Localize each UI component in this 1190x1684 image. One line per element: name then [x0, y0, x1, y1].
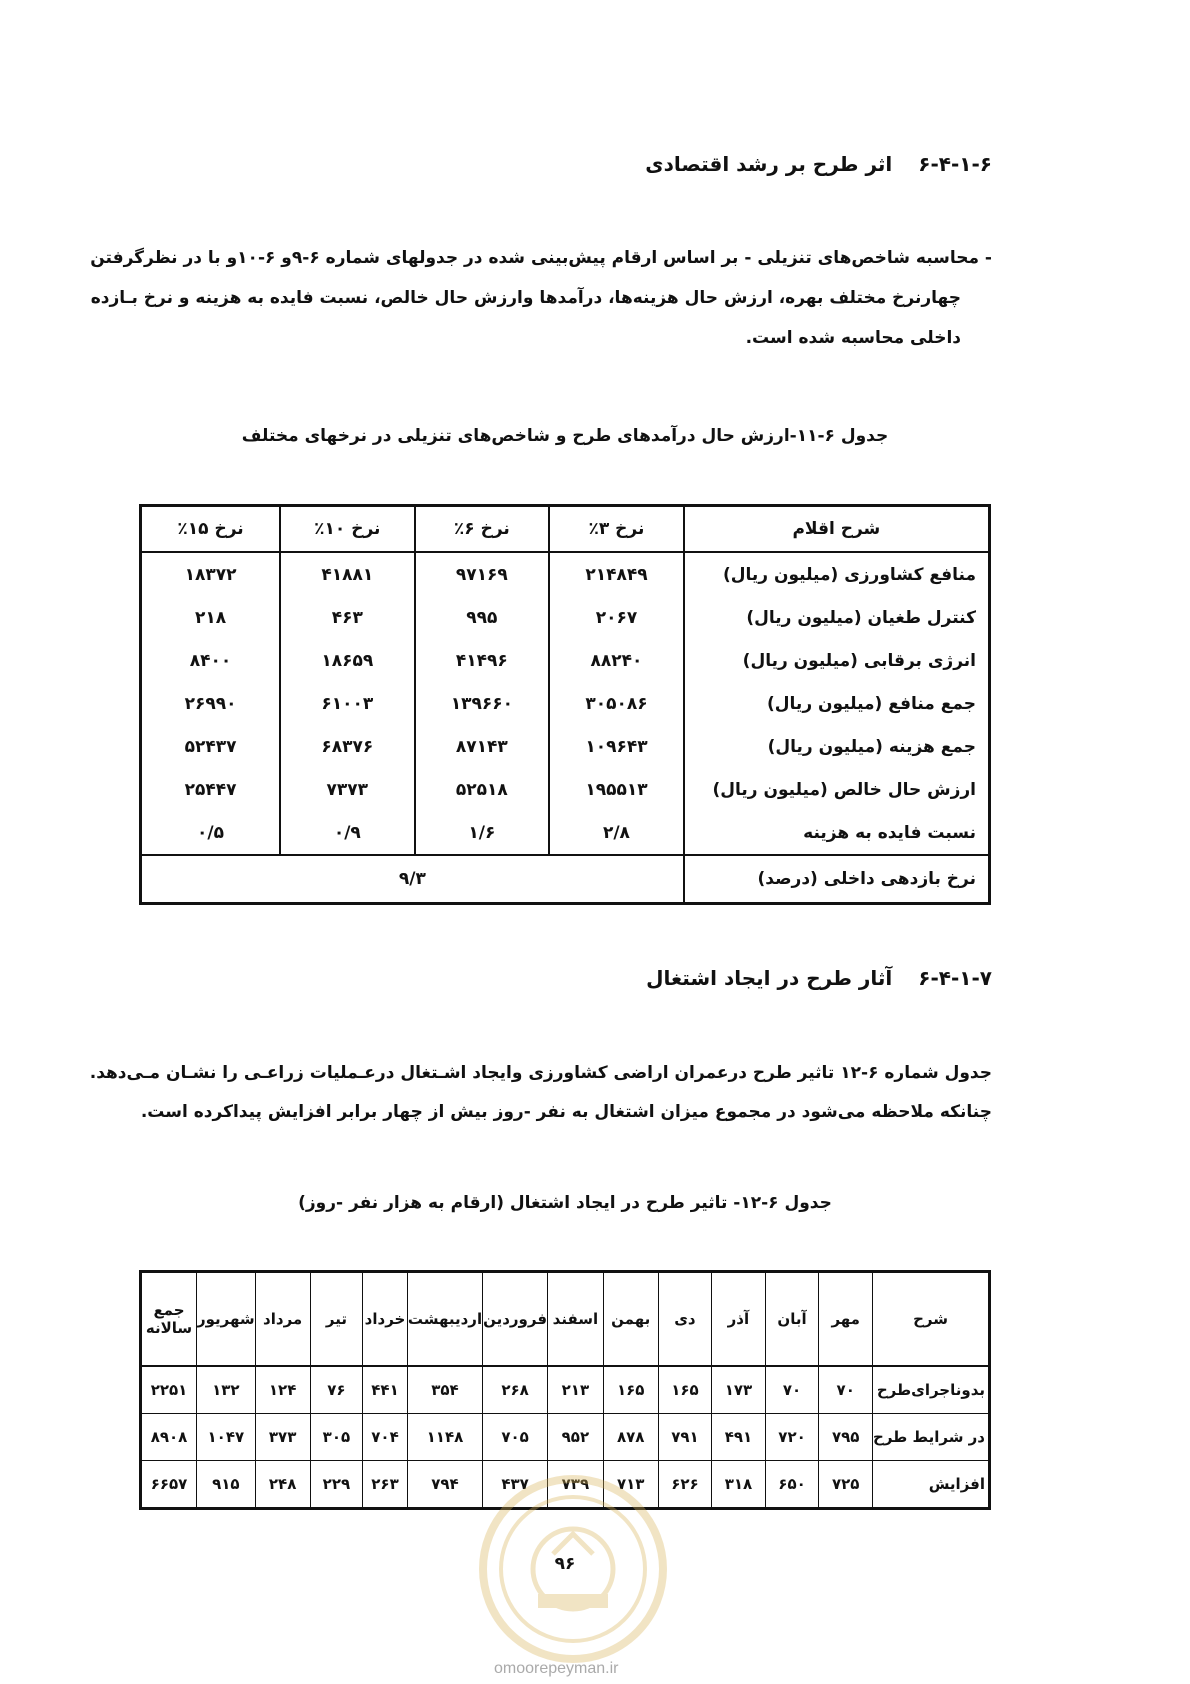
table-cell: ۸۷۱۴۳	[415, 725, 550, 768]
table-cell: ۱۶۵	[603, 1366, 658, 1414]
table-row	[141, 811, 990, 855]
table-cell: ۴۱۴۹۶	[415, 639, 550, 682]
section-heading-employment	[646, 966, 992, 990]
table-cell: ۲۰۶۷	[549, 596, 684, 639]
table-cell: ۳۱۸	[712, 1461, 766, 1509]
table-cell: ۷۹۱	[658, 1414, 712, 1461]
table-cell: ۶۶۵۷	[141, 1461, 197, 1509]
header-cell: نرخ ۳٪	[549, 506, 684, 553]
table-cell: ۸۸۲۴۰	[549, 639, 684, 682]
header-cell: شرح اقلام	[684, 506, 990, 553]
table-cell: ۷۰۴	[363, 1414, 408, 1461]
table-cell: ۲۱۳	[548, 1366, 604, 1414]
watermark-url: omoorepeyman.ir	[494, 1660, 619, 1677]
table-cell: ۳۰۵	[310, 1414, 363, 1461]
table-cell: ۱۳۹۶۶۰	[415, 682, 550, 725]
table-cell: ۲۶۸	[483, 1366, 548, 1414]
section-number: ۶-۴-۱-۷	[918, 966, 992, 990]
table-cell: ۲۱۸	[141, 596, 281, 639]
table-cell: ۷۰۵	[483, 1414, 548, 1461]
table-cell: ۹۵۲	[548, 1414, 604, 1461]
table-cell: ۳۰۵۰۸۶	[549, 682, 684, 725]
table-cell: ۰/۹	[280, 811, 415, 855]
table-caption-6-12: جدول ۶-۱۲- تاثیر طرح در ایجاد اشتغال (ارقام به هزار نفر -روز)	[298, 1193, 832, 1213]
table-cell: ۵۲۴۳۷	[141, 725, 281, 768]
table-cell: ۲۱۴۸۴۹	[549, 552, 684, 596]
table-header-row	[141, 506, 990, 553]
table-row-irr	[141, 855, 990, 904]
table-row	[141, 1414, 990, 1461]
header-cell: مرداد	[255, 1272, 310, 1367]
table-row	[141, 639, 990, 682]
row-label: منافع کشاورزی (میلیون ریال)	[684, 552, 990, 596]
header-cell: فروردین	[483, 1272, 548, 1367]
row-label: انرژی برقابی (میلیون ریال)	[684, 639, 990, 682]
table-cell: ۴۶۳	[280, 596, 415, 639]
table-cell: ۷۶	[310, 1366, 363, 1414]
table-cell: ۰/۵	[141, 811, 281, 855]
table-cell: ۷۳۹	[548, 1461, 604, 1509]
header-cell: نرخ ۶٪	[415, 506, 550, 553]
table-cell: ۴۹۱	[712, 1414, 766, 1461]
table-cell: ۱۰۹۶۴۳	[549, 725, 684, 768]
paragraph-line: - محاسبه شاخص‌های تنزیلی - بر اساس ارقام پیش‌بینی شده در جدولهای شماره ۶-۹و ۶-۱۰و با در نظرگرفتن	[90, 248, 992, 268]
header-cell: خرداد	[363, 1272, 408, 1367]
table-cell: ۳۵۴	[407, 1366, 482, 1414]
table-cell: ۳۷۳	[255, 1414, 310, 1461]
table-cell: ۲/۸	[549, 811, 684, 855]
table-cell: ۱۳۲	[197, 1366, 256, 1414]
table-cell: ۱۰۴۷	[197, 1414, 256, 1461]
row-label: نسبت فایده به هزینه	[684, 811, 990, 855]
table-cell: ۹۹۵	[415, 596, 550, 639]
section-title: آثار طرح در ایجاد اشتغال	[646, 966, 893, 990]
table-cell: ۱۱۴۸	[407, 1414, 482, 1461]
paragraph-line: داخلی محاسبه شده است.	[745, 328, 961, 348]
table-cell: ۸۴۰۰	[141, 639, 281, 682]
page-number: ۹۶	[554, 1554, 576, 1574]
table-cell: ۶۲۶	[658, 1461, 712, 1509]
table-cell: ۱۸۶۵۹	[280, 639, 415, 682]
header-cell: اسفند	[548, 1272, 604, 1367]
table-cell: ۹۷۱۶۹	[415, 552, 550, 596]
table-cell: ۲۲۹	[310, 1461, 363, 1509]
table-cell: ۲۲۵۱	[141, 1366, 197, 1414]
header-cell: جمع سالانه	[141, 1272, 197, 1367]
row-label: در شرایط طرح	[873, 1414, 990, 1461]
table-row	[141, 596, 990, 639]
table-cell: ۱۸۳۷۲	[141, 552, 281, 596]
table-cell: ۲۶۳	[363, 1461, 408, 1509]
section-title: اثر طرح بر رشد اقتصادی	[645, 152, 893, 176]
table-cell: ۸۷۸	[603, 1414, 658, 1461]
row-label: جمع منافع (میلیون ریال)	[684, 682, 990, 725]
table-cell: ۶۱۰۰۳	[280, 682, 415, 725]
table-row	[141, 552, 990, 596]
section-number: ۶-۴-۱-۶	[918, 152, 992, 176]
header-cell: دی	[658, 1272, 712, 1367]
table-cell: ۷۰	[765, 1366, 819, 1414]
header-cell: نرخ ۱۰٪	[280, 506, 415, 553]
table-cell: ۶۵۰	[765, 1461, 819, 1509]
table-cell: ۲۴۸	[255, 1461, 310, 1509]
table-cell: ۱۹۵۵۱۳	[549, 768, 684, 811]
header-cell: اردیبهشت	[407, 1272, 482, 1367]
header-cell: آبان	[765, 1272, 819, 1367]
header-cell: مهر	[819, 1272, 873, 1367]
table-cell: ۸۹۰۸	[141, 1414, 197, 1461]
row-label: کنترل طغیان (میلیون ریال)	[684, 596, 990, 639]
row-label: افزایش	[873, 1461, 990, 1509]
irr-value-cell: ۹/۳	[141, 855, 684, 904]
row-label: بدوناجرای‌طرح	[873, 1366, 990, 1414]
header-cell: تیر	[310, 1272, 363, 1367]
discount-indices-table	[139, 504, 991, 905]
paragraph-line: چهارنرخ مختلف بهره، ارزش حال هزینه‌ها، درآمدها وارزش حال خالص، نسبت فایده به هزینه و نرخ بـازده	[90, 288, 961, 308]
header-cell: بهمن	[603, 1272, 658, 1367]
header-cell: شرح	[873, 1272, 990, 1367]
table-caption-6-11: جدول ۶-۱۱-ارزش حال درآمدهای طرح و شاخص‌های تنزیلی در نرخهای مختلف	[241, 426, 889, 446]
header-cell: شهریور	[197, 1272, 256, 1367]
table-cell: ۱۷۳	[712, 1366, 766, 1414]
header-cell: نرخ ۱۵٪	[141, 506, 281, 553]
section-heading-economic-growth	[645, 152, 992, 176]
table-cell: ۴۴۱	[363, 1366, 408, 1414]
table-cell: ۷۳۷۳	[280, 768, 415, 811]
table-cell: ۴۱۸۸۱	[280, 552, 415, 596]
table-cell: ۲۶۹۹۰	[141, 682, 281, 725]
table-row	[141, 725, 990, 768]
row-label: جمع هزینه (میلیون ریال)	[684, 725, 990, 768]
header-cell: آذر	[712, 1272, 766, 1367]
table-cell: ۶۸۳۷۶	[280, 725, 415, 768]
table-cell: ۷۲۵	[819, 1461, 873, 1509]
table-row	[141, 682, 990, 725]
table-cell: ۱۶۵	[658, 1366, 712, 1414]
table-cell: ۷۹۵	[819, 1414, 873, 1461]
table-cell: ۹۱۵	[197, 1461, 256, 1509]
table-header-row	[141, 1272, 990, 1367]
row-label: نرخ بازدهی داخلی (درصد)	[684, 855, 990, 904]
table-row	[141, 768, 990, 811]
table-cell: ۷۹۴	[407, 1461, 482, 1509]
paragraph-line: جدول شماره ۶-۱۲ تاثیر طرح درعمران اراضی کشاورزی وایجاد اشـتغال درعـملیات زراعـی را نشـان مـی‌دهد.	[89, 1063, 992, 1083]
paragraph-line: چنانکه ملاحظه می‌شود در مجموع میزان اشتغال به نفر -روز بیش از چهار برابر افزایش پیداکرده است.	[140, 1102, 992, 1122]
paragraph-employment	[90, 1054, 992, 1132]
paragraph-discount-indices	[90, 238, 992, 358]
table-cell: ۲۵۴۴۷	[141, 768, 281, 811]
table-cell: ۷۲۰	[765, 1414, 819, 1461]
table-cell: ۴۳۷	[483, 1461, 548, 1509]
row-label: ارزش حال خالص (میلیون ریال)	[684, 768, 990, 811]
table-cell: ۱۲۴	[255, 1366, 310, 1414]
table-cell: ۵۲۵۱۸	[415, 768, 550, 811]
table-cell: ۷۱۳	[603, 1461, 658, 1509]
table-cell: ۷۰	[819, 1366, 873, 1414]
table-row	[141, 1366, 990, 1414]
table-cell: ۱/۶	[415, 811, 550, 855]
